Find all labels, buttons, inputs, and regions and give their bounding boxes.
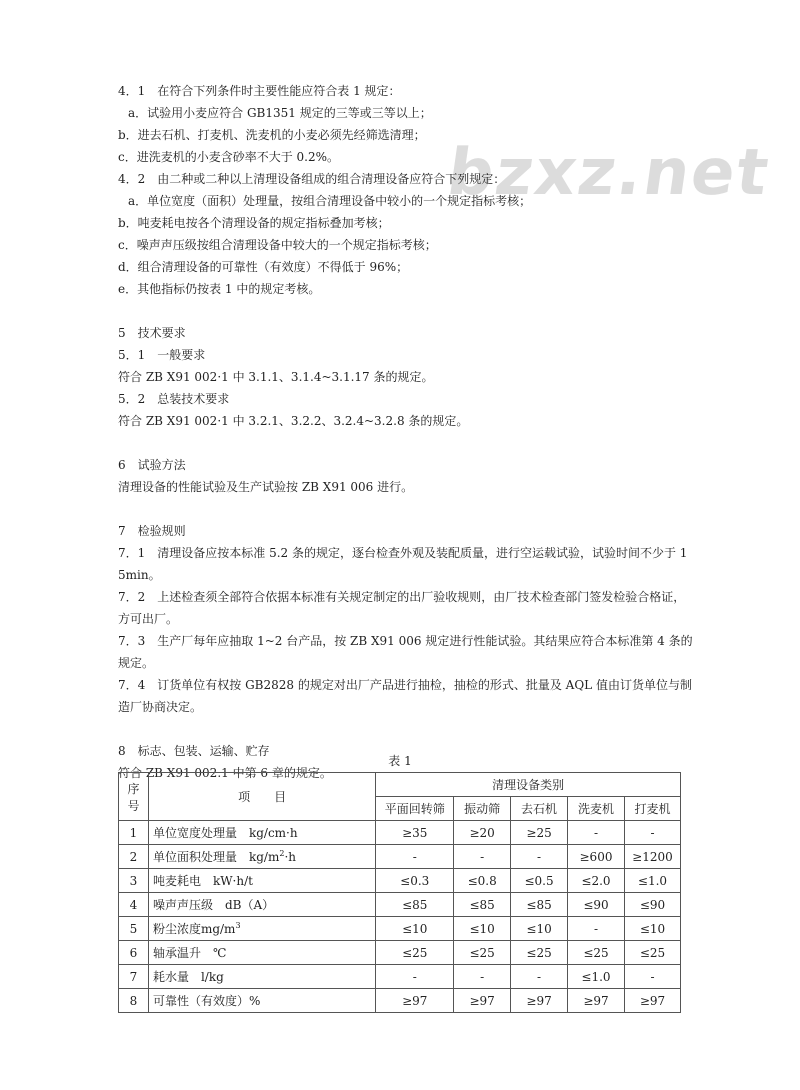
row-value: ≥97 [376,989,454,1013]
row-value: - [624,965,680,989]
text-line: 符合 ZB X91 002·1 中 3.2.1、3.2.2、3.2.4~3.2.8 条的规定。 [118,414,469,428]
row-value: ≥97 [511,989,568,1013]
text-line: b．进去石机、打麦机、洗麦机的小麦必须先经筛选清理； [118,128,426,142]
row-value: ≤25 [624,941,680,965]
row-value: - [568,917,625,941]
table-row [119,845,681,869]
row-item [148,989,375,1013]
row-value: - [624,821,680,845]
row-value: ≤0.8 [454,869,511,893]
text-line: 5．1 一般要求 [118,348,206,362]
text-line: 6 试验方法 [118,458,186,472]
row-value: ≤25 [511,941,568,965]
row-number: 1 [119,821,149,845]
header-type: 洗麦机 [568,797,625,821]
text-line: 符合 ZB X91 002.1 中第 6 章的规定。 [118,766,332,780]
row-item-tail: ·h [284,850,296,864]
text-line: b．吨麦耗电按各个清理设备的规定指标叠加考核； [118,216,390,230]
text-line: a．试验用小麦应符合 GB1351 规定的三等或三等以上； [128,106,432,120]
text-line: 8 标志、包装、运输、贮存 [118,744,270,758]
row-value: - [376,965,454,989]
row-value: ≤2.0 [568,869,625,893]
table-row [119,869,681,893]
spec-table [118,772,681,1013]
row-value: ≤85 [454,893,511,917]
row-value: ≤0.5 [511,869,568,893]
text-line: 造厂协商决定。 [118,700,203,714]
row-value: - [454,845,511,869]
header-type: 去石机 [511,797,568,821]
header-group: 清理设备类别 [376,773,681,797]
header-type: 振动筛 [454,797,511,821]
text-line: 7．1 清理设备应按本标准 5.2 条的规定，逐台检查外观及装配质量，进行空运载试验，试验时间不少于 1 [118,546,688,560]
row-item-text: 吨麦耗电 kW·h/t [152,874,253,888]
row-value: ≤10 [511,917,568,941]
text-line: c．噪声声压级按组合清理设备中较大的一个规定指标考核； [118,238,437,252]
header-item: 项 目 [148,773,375,821]
row-value: ≤10 [624,917,680,941]
row-item [148,917,375,941]
row-number: 3 [119,869,149,893]
text-line: 4．2 由二种或二种以上清理设备组成的组合清理设备应符合下列规定： [118,172,506,186]
row-item-text: 可靠性（有效度）% [152,994,261,1008]
table-row [119,941,681,965]
row-value: ≥97 [454,989,511,1013]
text-line: 符合 ZB X91 002·1 中 3.1.1、3.1.4~3.1.17 条的规定。 [118,370,434,384]
row-item [148,845,375,869]
blank-line [118,300,690,322]
row-item-text: 耗水量 l/kg [152,970,224,984]
row-value: ≥35 [376,821,454,845]
table-row [119,821,681,845]
text-line: d．组合清理设备的可靠性（有效度）不得低于 96%； [118,260,409,274]
text-line: 5．2 总装技术要求 [118,392,230,406]
text-line: e．其他指标仍按表 1 中的规定考核。 [118,282,321,296]
text-line: 7．3 生产厂每年应抽取 1~2 台产品，按 ZB X91 006 规定进行性能试验。其结果应符合本标准第 4 条的 [118,634,693,648]
text-line: 4．1 在符合下列条件时主要性能应符合表 1 规定： [118,84,401,98]
table-caption: 表 1 [388,754,412,768]
text-line: 7．2 上述检查须全部符合依据本标准有关规定制定的出厂验收规则，由厂技术检查部门签发检验合格证， [118,590,686,604]
row-number: 6 [119,941,149,965]
row-item [148,965,375,989]
row-value: - [454,965,511,989]
row-number: 4 [119,893,149,917]
row-value: ≥25 [511,821,568,845]
header-type: 平面回转筛 [376,797,454,821]
row-value: ≤1.0 [568,965,625,989]
text-line: 方可出厂。 [118,612,179,626]
row-item-exponent: 3 [235,921,241,930]
header-no: 序号 [119,773,149,821]
row-value: ≥1200 [624,845,680,869]
text-line: 7 检验规则 [118,524,186,538]
text-line: 规定。 [118,656,155,670]
row-item [148,821,375,845]
row-value: ≤90 [624,893,680,917]
row-item-text: 单位宽度处理量 kg/cm·h [152,826,298,840]
row-value: ≤25 [568,941,625,965]
row-value: ≤10 [376,917,454,941]
row-number: 2 [119,845,149,869]
row-value: - [511,845,568,869]
table-row [119,989,681,1013]
row-value: - [568,821,625,845]
row-item [148,941,375,965]
row-value: ≥20 [454,821,511,845]
text-line: c．进洗麦机的小麦含砂率不大于 0.2%。 [118,150,340,164]
row-item-text: 粉尘浓度mg/m [152,922,236,936]
blank-line [118,498,690,520]
row-value: ≥97 [568,989,625,1013]
row-number: 8 [119,989,149,1013]
table-row [119,965,681,989]
table-row [119,893,681,917]
row-number: 5 [119,917,149,941]
row-value: ≤25 [376,941,454,965]
text-line: 5 技术要求 [118,326,186,340]
text-line: 清理设备的性能试验及生产试验按 ZB X91 006 进行。 [118,480,414,494]
text-line: 7．4 订货单位有权按 GB2828 的规定对出厂产品进行抽检，抽检的形式、批量及 AQL 值由订货单位与制 [118,678,692,692]
header-type: 打麦机 [624,797,680,821]
blank-line [118,432,690,454]
row-value: ≤1.0 [624,869,680,893]
table-row [119,917,681,941]
text-line: 5min。 [118,568,161,582]
body-text [118,80,693,784]
row-item-text: 单位面积处理量 kg/m [152,850,280,864]
row-value: - [511,965,568,989]
row-item-exponent: 2 [279,849,285,858]
row-number: 7 [119,965,149,989]
row-value: ≥600 [568,845,625,869]
row-value: ≤10 [454,917,511,941]
text-line: a．单位宽度（面积）处理量，按组合清理设备中较小的一个规定指标考核； [128,194,532,208]
row-value: ≤25 [454,941,511,965]
row-value: ≤85 [511,893,568,917]
row-item-text: 噪声声压级 dB（A） [152,898,275,912]
watermark: bzxz.net [442,136,775,210]
row-item [148,893,375,917]
row-value: ≤85 [376,893,454,917]
row-value: ≤90 [568,893,625,917]
blank-line [118,718,690,740]
row-value: ≥97 [624,989,680,1013]
row-value: ≤0.3 [376,869,454,893]
row-item [148,869,375,893]
row-value: - [376,845,454,869]
row-item-text: 轴承温升 ℃ [152,946,227,960]
